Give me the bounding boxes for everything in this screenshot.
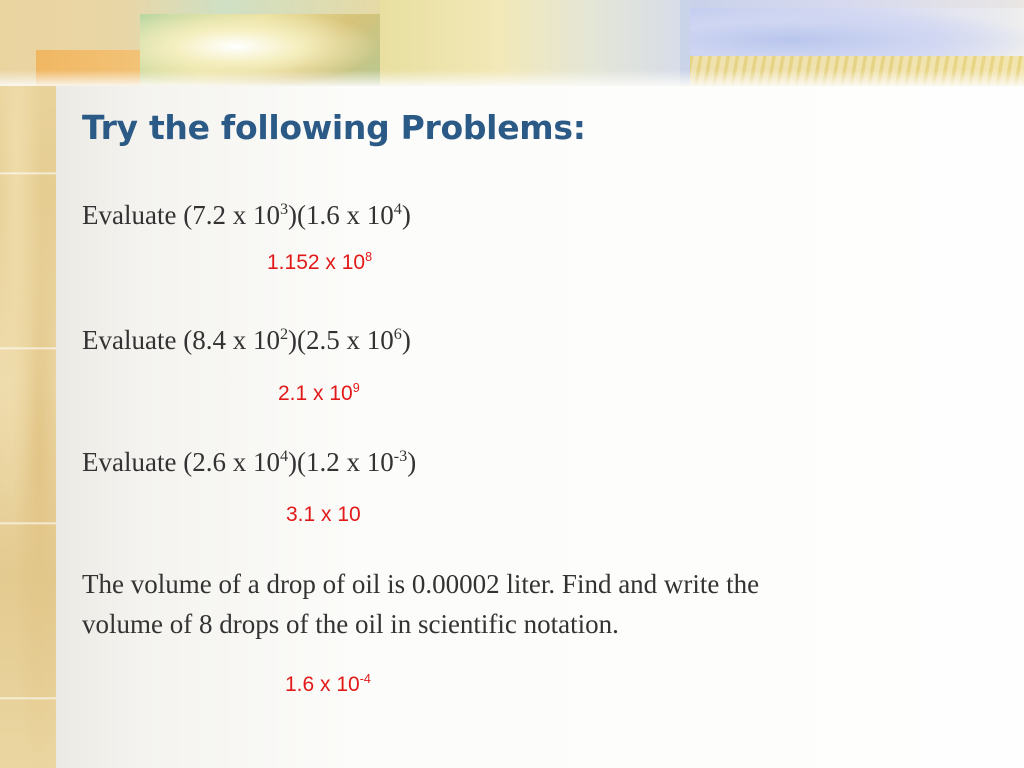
problem-1-prompt	[82, 195, 411, 235]
problem-1-exponent-2: 4	[393, 200, 402, 218]
answer-4-exponent: -4	[359, 672, 371, 686]
problem-1-prefix: Evaluate (7.2 x 10	[82, 200, 280, 230]
problem-3-answer	[286, 503, 361, 527]
answer-2-base: 2.1 x 10	[278, 382, 353, 405]
problem-3-mid: )(1.2 x 10	[288, 447, 394, 477]
problem-2-exponent-1: 2	[279, 325, 289, 343]
problem-2-exponent-2: 6	[393, 325, 402, 343]
problem-2-answer	[278, 382, 360, 406]
answer-1-base: 1.152 x 10	[267, 251, 366, 274]
word-problem-line-1: The volume of a drop of oil is 0.00002 liter. Find and write the	[82, 569, 760, 599]
banner-fade	[0, 70, 1024, 86]
problem-2-prompt	[82, 320, 411, 360]
problem-1-mid: )(1.6 x 10	[288, 200, 394, 230]
word-problem-text	[82, 564, 982, 644]
answer-2-exponent: 9	[352, 381, 360, 395]
problem-3-prompt	[82, 442, 416, 482]
word-problem-answer	[285, 673, 371, 697]
answer-1-exponent: 8	[365, 250, 373, 264]
problem-1-exponent-1: 3	[279, 200, 289, 218]
answer-3-base: 3.1 x 10	[286, 503, 361, 526]
word-problem-line-2: volume of 8 drops of the oil in scientific notation.	[82, 609, 619, 639]
problem-2-prefix: Evaluate (8.4 x 10	[82, 325, 280, 355]
problem-1-suffix: )	[401, 200, 411, 230]
problem-1-answer	[267, 251, 372, 275]
slide-title: Try the following Problems:	[82, 108, 586, 147]
problem-3-suffix: )	[407, 447, 417, 477]
problem-3-exponent-1: 4	[279, 447, 289, 465]
problem-3-exponent-2: -3	[393, 447, 408, 465]
parchment-side-strip	[0, 0, 56, 768]
problem-2-suffix: )	[401, 325, 411, 355]
problem-2-mid: )(2.5 x 10	[288, 325, 394, 355]
decorative-banner-image	[0, 0, 1024, 86]
answer-4-base: 1.6 x 10	[285, 673, 360, 696]
problem-3-prefix: Evaluate (2.6 x 10	[82, 447, 280, 477]
